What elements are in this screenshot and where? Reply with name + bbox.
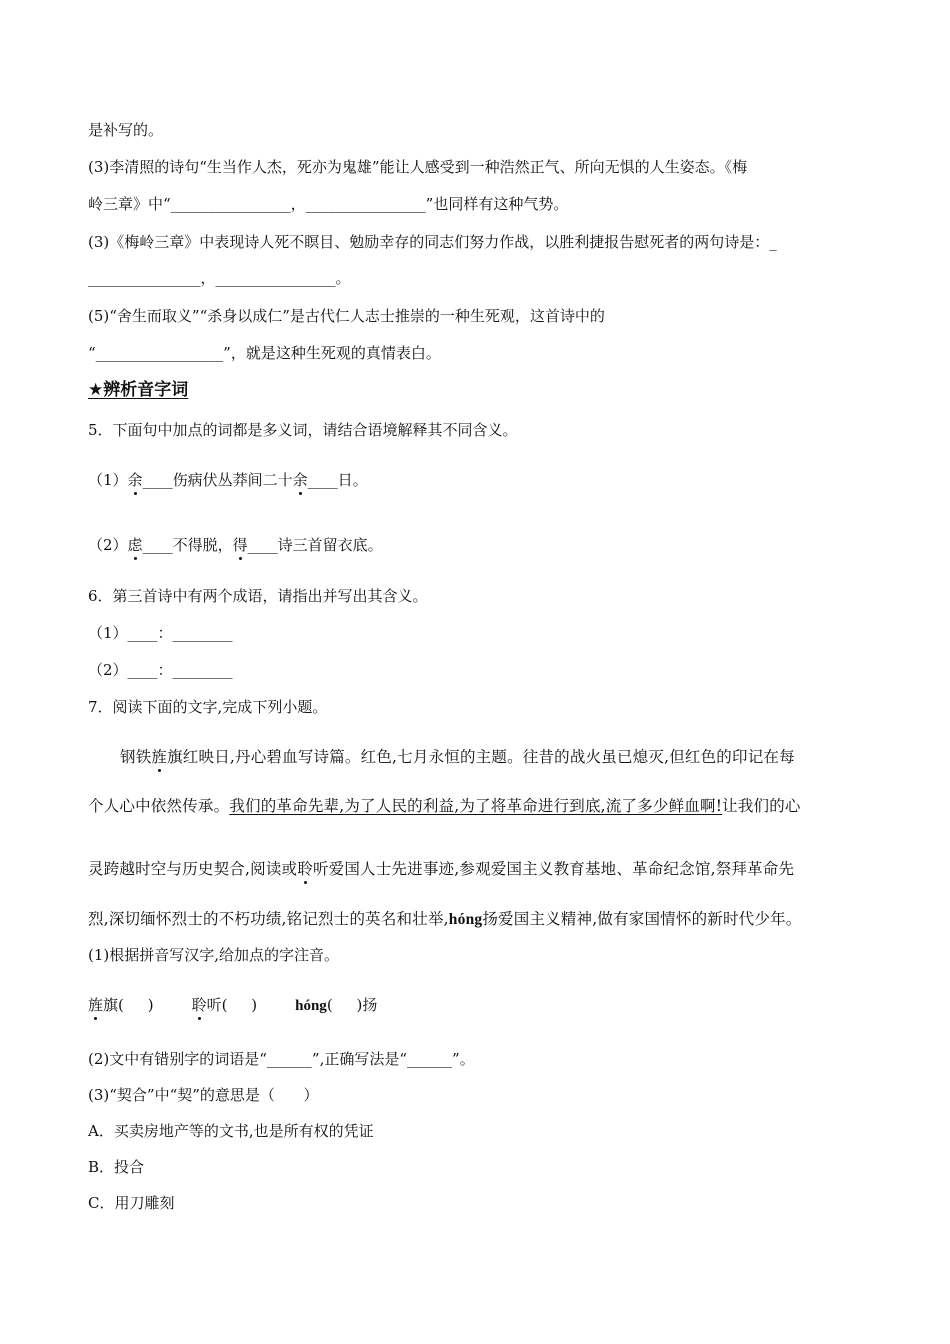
q6-stem: 6．第三首诗中有两个成语，请指出并写出其含义。 xyxy=(88,587,428,605)
q5-s1-dotted-word-1: 余 xyxy=(127,471,143,489)
q7-p3-text-b: 听爱国人士先进事迹,参观爱国主义教育基地、革命纪念馆,祭拜革命先 xyxy=(312,860,795,878)
q5-s2-blank-2: ____诗三首留衣底。 xyxy=(247,536,383,554)
q7-sub1-item2-dotted: 聆 xyxy=(191,996,207,1014)
q7-p1-text-a: 钢铁 xyxy=(120,748,152,766)
q6-line-1: （1）____：________ xyxy=(88,624,233,642)
q5-sentence-1 xyxy=(88,470,368,490)
q7-option-a: A．买卖房地产等的文书,也是所有权的凭证 xyxy=(88,1122,374,1140)
q7-passage-line-3 xyxy=(88,859,794,879)
q4-line-6: (5)“舍生而取义”“杀身以成仁”是古代仁人志士推崇的一种生死观，这首诗中的 xyxy=(88,307,605,325)
q6-line-2: （2）____：________ xyxy=(88,661,233,679)
q5-s2-dotted-word-1: 虑 xyxy=(127,536,143,554)
q7-sub1-item1-rest: 旗( ) xyxy=(103,996,154,1014)
q7-sub1-item3-pinyin: hóng xyxy=(295,998,327,1014)
q4-line-7: “_________________”，就是这种生死观的真情表白。 xyxy=(88,344,441,362)
section-heading: ★辨析音字词 xyxy=(88,380,189,400)
q7-p4-pinyin: hóng xyxy=(448,911,483,928)
q7-option-c: C．用刀雕刻 xyxy=(88,1194,175,1212)
q7-p3-dotted-char: 聆 xyxy=(297,860,313,878)
q7-passage-line-1 xyxy=(120,747,795,767)
q4-line-3: 岭三章》中“________________，________________”也同样有这种气势。 xyxy=(88,195,569,213)
q7-sub1: (1)根据拼音写汉字,给加点的字注音。 xyxy=(88,946,340,964)
q7-p1-dotted-char: 旌 xyxy=(151,748,168,766)
q7-passage-line-4 xyxy=(88,909,801,930)
q5-s1-blank-2: ____日。 xyxy=(307,471,368,489)
q4-line-4: (3)《梅岭三章》中表现诗人死不瞑目、勉励幸存的同志们努力作战，以胜利捷报告慰死者的两句诗是：_ xyxy=(88,233,777,251)
q7-p2-text-b: 让我们的心 xyxy=(722,797,801,815)
q7-passage-line-2 xyxy=(88,796,801,816)
q5-s1-blank-1: ____伤病伏丛莽间二十 xyxy=(142,471,293,489)
q7-p2-text-a: 个人心中依然传承。 xyxy=(88,797,230,815)
q5-s1-dotted-word-2: 余 xyxy=(292,471,308,489)
q7-stem: 7．阅读下面的文字,完成下列小题。 xyxy=(88,698,328,716)
q7-sub1-item2-rest: 听( ) xyxy=(206,996,258,1014)
q5-s2-blank-1: ____不得脱， xyxy=(142,536,233,554)
q7-sub2: (2)文中有错别字的词语是“______”,正确写法是“______”。 xyxy=(88,1050,475,1068)
q5-s1-prefix: （1） xyxy=(88,471,128,489)
q7-p4-text-b: 扬爱国主义精神,做有家国情怀的新时代少年。 xyxy=(482,910,802,928)
q5-s2-prefix: （2） xyxy=(88,536,128,554)
q7-sub1-items xyxy=(88,995,377,1016)
q4-line-1: 是补写的。 xyxy=(88,121,164,139)
q7-p2-underlined-sentence: 我们的革命先辈,为了人民的利益,为了将革命进行到底,流了多少鲜血啊! xyxy=(229,797,723,815)
q5-sentence-2 xyxy=(88,535,383,555)
q4-line-2: (3)李清照的诗句“生当作人杰，死亦为鬼雄”能让人感受到一种浩然正气、所向无惧的人生姿态。《梅 xyxy=(88,158,748,176)
q7-sub1-item3-rest: ( )扬 xyxy=(326,996,378,1014)
q7-p1-text-b: 旗红映日,丹心碧血写诗篇。红色,七月永恒的主题。往昔的战火虽已熄灭,但红色的印记在每 xyxy=(167,748,795,766)
q5-stem: 5．下面句中加点的词都是多义词，请结合语境解释其不同含义。 xyxy=(88,421,518,439)
q7-p3-text-a: 灵跨越时空与历史契合,阅读或 xyxy=(88,860,298,878)
q5-s2-dotted-word-2: 得 xyxy=(232,536,248,554)
q7-p4-text-a: 烈,深切缅怀烈士的不朽功绩,铭记烈士的英名和壮举, xyxy=(88,910,449,928)
q7-sub3: (3)“契合”中“契”的意思是（ ） xyxy=(88,1086,319,1104)
q4-line-5: _______________，________________。 xyxy=(88,269,351,287)
q7-option-b: B．投合 xyxy=(88,1158,145,1176)
q7-sub1-item1-dotted: 旌 xyxy=(88,996,104,1014)
